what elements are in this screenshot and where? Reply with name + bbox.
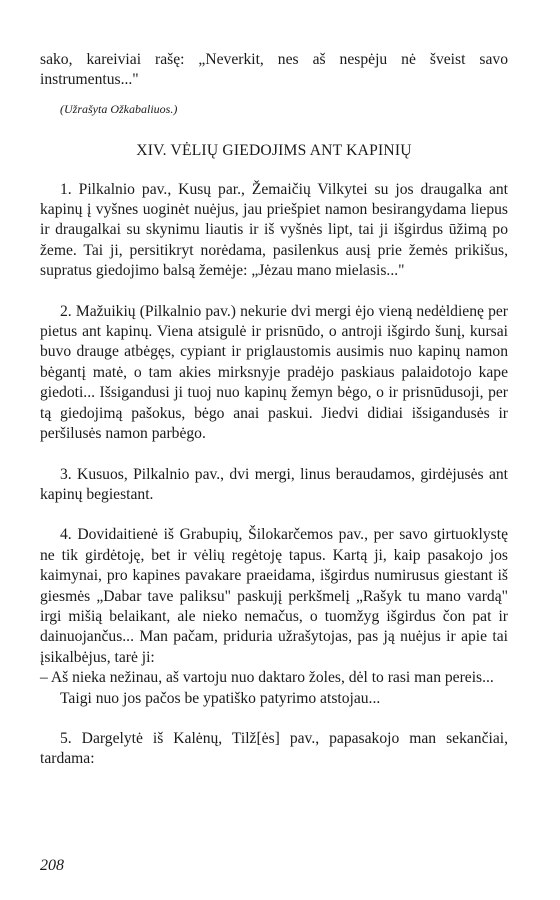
intro-source: (Užrašyta Ožkabaliuos.) (60, 101, 178, 116)
paragraph-3: 3. Kusuos, Pilkalnio pav., dvi mergi, linus beraudamos, girdėjusės ant kapinų begiestant. (40, 465, 508, 503)
quote-line: – Aš nieka nežinau, aš vartoju nuo daktaro žoles, dėl to rasi man pereis... (40, 669, 494, 687)
paragraph-4: 4. Dovidaitienė iš Grabupių, Šilokarčemos pav., per savo girtuoklystę ne tik girdėtoję, bet ir vėlių regėtoję tapus. Kartą ji, kaip pasakojo jos kaimynai, pro kapines pavakare praeidama, išgirdus numirusus giestant iš giesmės „Dabar tave paliksu" paskujį perkšmelį „Rašyk tu mano vardą" irgi mišią belaikant, ale nieko nemačus, o tuomžyg išgirdus čon pat ir dainuojančus... Man pačam, priduria užrašytojas, pas ją nuėjus ir apie tai įsikalbėjus, tarė ji: (40, 526, 508, 666)
paragraph-5: 5. Dargelytė iš Kalėnų, Tilž[ės] pav., papasakojo man sekančiai, tardama: (40, 729, 508, 768)
paragraph-gap (40, 282, 508, 302)
section-heading: XIV. VĖLIŲ GIEDOJIMS ANT KAPINIŲ (136, 142, 412, 160)
page-body (40, 50, 508, 770)
intro-text: sako, kareiviai rašę: „Neverkit, nes aš nespėju nė šveist savo instrumentus..." (40, 51, 508, 89)
paragraph-1: 1. Pilkalnio pav., Kusų par., Žemaičių Vilkytei su jos draugalka ant kapinų į vyšnes uoginėt nuėjus, jau priešpiet namon besirangydama liepus ir draugalkai su skynimu liautis ir iš vyšnės lipt, tai ji išgirdus ūžimą po žeme. Tai ji, persitikryt norėdama, pasilenkus ausį prie žemės prikišus, supratus giedojimo balsą žemėje: „Jėzau mano mielasis..." (40, 180, 508, 280)
paragraph-gap (40, 505, 508, 525)
paragraph-gap (40, 445, 508, 465)
closing-line: Taigi nuo jos pačos be ypatiško patyrimo atstojau... (60, 689, 381, 707)
paragraph-gap (40, 709, 508, 729)
page-number: 208 (40, 857, 64, 874)
paragraph-2: 2. Mažuikių (Pilkalnio pav.) nekurie dvi mergi ėjo vieną nedėldienę per pietus ant kapinų. Viena atsigulė ir prisnūdo, o antroji išgirdo šunį, kursai buvo drauge atbėgęs, cypiant ir priglaustomis ausimis nuo kapinų namon bėgantį matė, o tam akies mirksnyje pradėjo paskiaus palaidotojo kape giedoti... Išsigandusi ji tuoj nuo kapinų žemyn bėgo, o ir prisnūdusoji, per tą giedojimą pašokus, bėgo anai paskui. Jiedvi didiai išsigandusės ir peršilusės namon parbėgo. (40, 302, 508, 443)
